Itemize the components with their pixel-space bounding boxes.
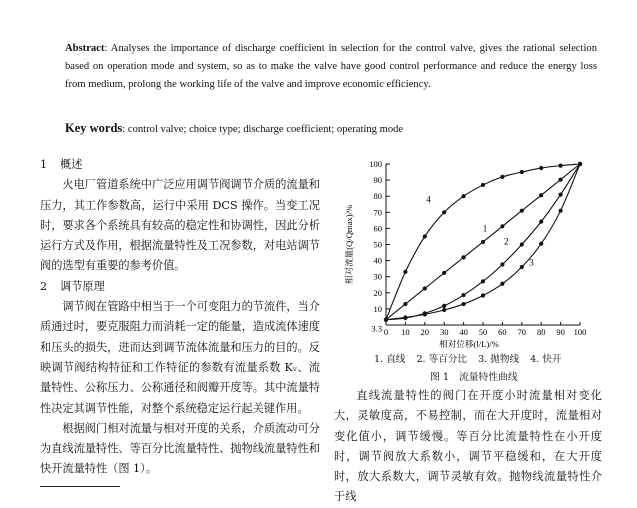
data-point-series-2 (539, 242, 543, 246)
data-point-series-4 (384, 318, 388, 322)
y-tick-label: 50 (373, 239, 382, 250)
data-point-series-2 (462, 302, 466, 306)
legend-item-3: 3. 抛物线 (478, 354, 520, 365)
data-point-series-3 (500, 262, 504, 266)
data-point-series-2 (520, 265, 524, 269)
data-point-series-1 (539, 193, 543, 197)
x-tick-label: 70 (517, 327, 527, 337)
data-point-series-4 (403, 270, 407, 274)
data-point-series-3 (481, 279, 485, 283)
curve-label-3: 3 (529, 257, 534, 268)
y-tick-label: 60 (373, 223, 382, 234)
legend-item-2: 2. 等百分比 (416, 354, 468, 365)
data-point-series-1 (423, 286, 427, 290)
section-1-title: 概述 (60, 158, 83, 171)
abstract (65, 40, 597, 94)
data-point-series-1 (481, 240, 485, 244)
keywords-text: : control valve; choice type; discharge coefficient; operating mode (122, 124, 404, 135)
section-1-paragraph: 火电厂管道系统中广泛应用调节阀调节介质的流量和压力，其工作参数高，运行中采用 DCS 操作。当变工况时，要求各个系统具有较高的稳定性和协调性，因此分析运行方式及作用，根据流量特性及工况参数，对电站调节阀的选型有重要的参考价值。 (40, 178, 320, 273)
y-tick-label: 90 (373, 175, 382, 186)
keywords (65, 121, 597, 136)
data-point-series-2 (559, 209, 563, 213)
data-point-series-4 (462, 194, 466, 198)
y-tick-label: 80 (373, 191, 382, 202)
figure-legend (374, 351, 604, 365)
x-tick-label: 10 (401, 327, 410, 337)
x-tick-label: 80 (536, 327, 546, 337)
data-point-series-4 (481, 183, 485, 187)
curve-label-2: 2 (504, 236, 509, 247)
section-2-title: 调节原理 (60, 279, 105, 293)
section-2-number: 2 (40, 279, 48, 293)
data-point-series-4 (442, 210, 446, 214)
legend-item-1: 1. 直线 (374, 354, 406, 365)
flow-characteristic-chart (334, 155, 602, 351)
data-point-series-4 (500, 175, 504, 179)
section-1-heading (40, 155, 320, 175)
data-point-series-3 (462, 293, 466, 297)
y-tick-label: 20 (373, 287, 382, 298)
data-point-series-4 (520, 170, 524, 174)
legend-item-4: 4. 快开 (530, 354, 562, 365)
data-point-series-4 (539, 166, 543, 170)
x-tick-label: 30 (439, 327, 449, 337)
data-point-series-1 (520, 209, 524, 213)
abstract-text: : Analyses the importance of discharge coefficient in selection for the control valve, gives the rational selection based on operation mode and system, so as to make the valve have good control performance and reduce the energy loss from medium, prolong the working life of the valve and improve economic efficiency. (65, 43, 597, 90)
section-2-paragraph-2: 根据阀门相对流量与相对开度的关系，介质流动可分为直线流量特性、等百分比流量特性、抛物线流量特性和快开流量特性（图 1）。 (40, 421, 320, 476)
curve-label-4: 4 (426, 194, 431, 205)
footnote-rule (40, 486, 120, 487)
data-point-series-1 (559, 178, 563, 182)
y-axis-label: 相对流量(Q/Qmax)/% (344, 204, 354, 285)
data-point-series-3 (520, 242, 524, 246)
data-point-series-3 (539, 220, 543, 224)
abstract-label: Abstract (65, 43, 105, 54)
x-tick-label: 90 (556, 327, 565, 337)
data-point-series-3 (403, 316, 407, 320)
data-point-series-3 (442, 304, 446, 308)
x-tick-label: 40 (459, 327, 468, 337)
x-tick-label: 100 (573, 327, 587, 337)
data-point-series-2 (442, 308, 446, 312)
keywords-label: Key words (65, 121, 123, 135)
data-point-series-1 (403, 302, 407, 306)
x-tick-label: 50 (478, 327, 488, 337)
section-2-heading (40, 277, 320, 297)
data-point-series-4 (578, 162, 582, 166)
right-text (334, 386, 602, 508)
left-column (40, 155, 320, 480)
y-tick-label: 10 (373, 303, 382, 314)
x-axis-label: 相对位移(l/L)/% (439, 339, 499, 349)
curve-label-1: 1 (482, 223, 488, 234)
data-point-series-3 (423, 311, 427, 315)
x-tick-label: 20 (420, 327, 430, 337)
y-tick-label: 100 (369, 159, 382, 169)
data-point-series-2 (481, 293, 485, 297)
data-point-series-1 (462, 255, 466, 259)
y-tick-label: 70 (373, 207, 382, 218)
x-tick-label: 60 (498, 327, 507, 337)
section-2-paragraph-1: 调节阀在管路中相当于一个可变阻力的节流件，当介质通过时，要克服阻力而消耗一定的能量，造成流体速度和压头的损失，进而达到调节流体流量和压力的目的。反映调节阀结构特征和工作特征的参数有流量系数 Kᵥ、流量特性、公称压力、公称通径和阀瓣开度等。其中流量特性决定其调节性能，对整个系统稳定运行起关键作用。 (40, 300, 320, 415)
section-1-number: 1 (40, 158, 48, 171)
data-point-series-2 (500, 282, 504, 286)
x-tick-label: 0 (383, 327, 389, 337)
right-paragraph: 直线流量特性的阀门在开度小时流量相对变化大，灵敏度高，不易控制，而在大开度时，流量相对变化值小，调节缓慢。等百分比流量特性在小开度时，调节阀放大系数小，调节平稳缓和，在大开度时，放大系数大，调节灵敏有效。抛物线流量特性介于线 (334, 389, 602, 504)
data-point-series-1 (500, 224, 504, 228)
y-tick-label-3-3: 3.3 (371, 323, 382, 334)
data-point-series-1 (442, 271, 446, 275)
data-point-series-3 (559, 192, 563, 196)
data-point-series-4 (423, 234, 427, 238)
figure-caption: 图 1 流量特性曲线 (430, 372, 518, 383)
y-tick-label: 30 (373, 271, 382, 282)
data-point-series-4 (559, 164, 563, 168)
y-tick-label: 40 (373, 255, 382, 266)
